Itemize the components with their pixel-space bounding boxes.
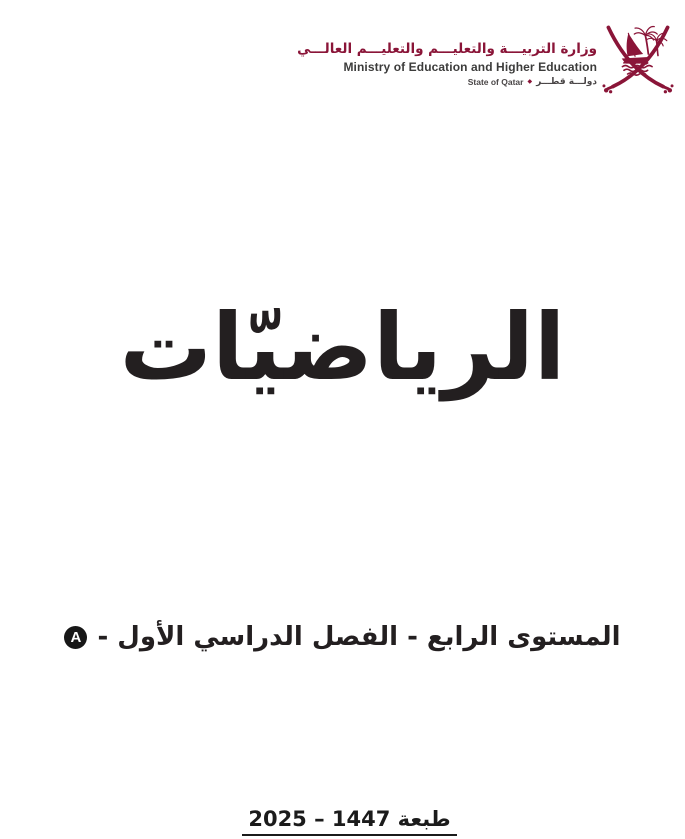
edition-line: طبعة 1447 – 2025 [242, 807, 456, 836]
qatar-emblem-icon [601, 16, 675, 98]
edition-line-wrap [14, 807, 685, 836]
level-semester-line [0, 622, 685, 652]
book-title: الرياضيّات [119, 294, 566, 401]
ministry-brand-header [297, 16, 675, 98]
state-name-arabic: دولـــة قطـــر [536, 77, 597, 88]
diamond-separator-icon: ◆ [527, 78, 533, 86]
ministry-brand-text [297, 27, 597, 87]
state-name-english: State of Qatar [467, 77, 524, 88]
level-semester-text: المستوى الرابع - الفصل الدراسي الأول - [97, 622, 621, 652]
state-of-qatar-line [297, 77, 597, 87]
ministry-name-arabic: وزارة التربيـــة والتعليـــم والتعليـــم العالـــي [297, 40, 597, 57]
semester-badge: A [64, 626, 87, 649]
ministry-name-english: Ministry of Education and Higher Education [343, 59, 597, 74]
